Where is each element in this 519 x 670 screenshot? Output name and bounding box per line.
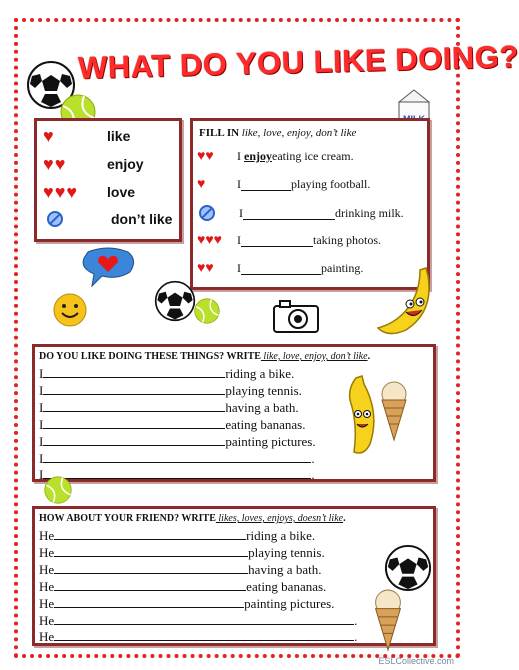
answer-row: He eating bananas.	[39, 579, 327, 594]
answer-row: He .	[39, 629, 358, 644]
answer-blank[interactable]	[54, 561, 248, 574]
answer-blank[interactable]	[54, 544, 248, 557]
heart-icon: ♥	[205, 148, 214, 164]
heart-bubble-icon	[78, 246, 138, 290]
heart-icon: ♥	[43, 182, 54, 202]
answer-blank[interactable]	[43, 399, 225, 412]
section-heading: HOW ABOUT YOUR FRIEND? WRITE likes, loves, enjoys, doesn’t like.	[39, 513, 346, 524]
answer-blank[interactable]	[54, 578, 246, 591]
tennis-ball-icon	[44, 476, 72, 504]
heart-icon: ♥	[197, 176, 206, 192]
answer-blank[interactable]	[43, 466, 311, 479]
heart-icon: ♥	[205, 232, 214, 248]
dont-like-icon	[47, 211, 63, 227]
answer-blank[interactable]	[241, 262, 321, 275]
legend-row-love	[43, 183, 135, 201]
ice-cream-icon	[368, 588, 408, 652]
heart-icon: ♥	[43, 154, 54, 174]
tennis-ball-icon	[194, 298, 220, 324]
answer-row: He playing tennis.	[39, 545, 325, 560]
heart-icon: ♥	[66, 182, 78, 202]
fill-in-row: ♥ I playing football.	[197, 176, 371, 192]
answer-blank[interactable]	[43, 450, 311, 463]
fill-in-box	[190, 118, 430, 290]
answer-blank[interactable]	[54, 595, 244, 608]
smiley-face-icon	[52, 292, 88, 328]
legend-row-like	[43, 127, 130, 145]
answer-row: I eating bananas.	[39, 417, 306, 432]
answer-row: He riding a bike.	[39, 528, 316, 543]
heart-icon: ♥	[205, 260, 214, 276]
answer-blank[interactable]	[241, 178, 291, 191]
answer-row: I playing tennis.	[39, 383, 302, 398]
answer-blank[interactable]	[43, 365, 225, 378]
answer-row: I having a bath.	[39, 400, 299, 415]
fill-in-row: ♥ ♥ I enjoy eating ice cream.	[197, 148, 354, 164]
heart-icon: ♥	[197, 232, 206, 248]
ice-cream-icon	[376, 380, 412, 442]
answer-blank[interactable]	[43, 433, 225, 446]
fill-in-heading: FILL IN like, love, enjoy, don’t like	[199, 127, 357, 139]
answer-blank[interactable]	[43, 382, 225, 395]
answer-row: He painting pictures.	[39, 596, 335, 611]
legend-row-enjoy	[43, 155, 144, 173]
watermark: ESLCollective.com	[378, 656, 454, 666]
heart-icon: ♥	[54, 154, 66, 174]
soccer-ball-icon	[154, 280, 196, 322]
fill-in-row: I drinking milk.	[197, 205, 404, 221]
answer-blank[interactable]	[43, 416, 225, 429]
answer-row: I riding a bike.	[39, 366, 295, 381]
section-heading: DO YOU LIKE DOING THESE THINGS? WRITE like, love, enjoy, don’t like.	[39, 351, 371, 362]
legend-label: like	[107, 128, 131, 144]
fill-in-row: ♥ ♥ ♥ I taking photos.	[197, 232, 381, 248]
legend-label: don’t like	[111, 211, 173, 227]
answer-blank[interactable]	[243, 207, 335, 220]
answer-blank[interactable]	[54, 612, 354, 625]
soccer-ball-icon	[384, 544, 432, 592]
legend-row-dont-like	[43, 211, 172, 227]
page-title: WHAT DO YOU LIKE DOING?	[77, 38, 519, 86]
answer-example: enjoy	[244, 149, 272, 163]
legend-box	[34, 118, 182, 242]
answer-row: I .	[39, 451, 315, 466]
banana-icon	[372, 266, 438, 338]
fill-in-row: ♥ ♥ I painting.	[197, 260, 364, 276]
answer-row: I .	[39, 467, 315, 482]
camera-icon	[272, 296, 320, 336]
answer-row: He having a bath.	[39, 562, 322, 577]
legend-label: enjoy	[107, 156, 144, 172]
heart-icon: ♥	[43, 126, 54, 146]
heart-icon: ♥	[197, 260, 206, 276]
answer-row: He .	[39, 613, 358, 628]
heart-icon: ♥	[197, 148, 206, 164]
dont-like-icon	[199, 205, 215, 221]
answer-blank[interactable]	[241, 234, 313, 247]
heart-icon: ♥	[54, 182, 66, 202]
answer-blank[interactable]	[54, 628, 354, 641]
answer-blank[interactable]	[54, 527, 246, 540]
answer-row: I painting pictures.	[39, 434, 316, 449]
legend-label: love	[107, 184, 136, 200]
heart-icon: ♥	[213, 232, 222, 248]
